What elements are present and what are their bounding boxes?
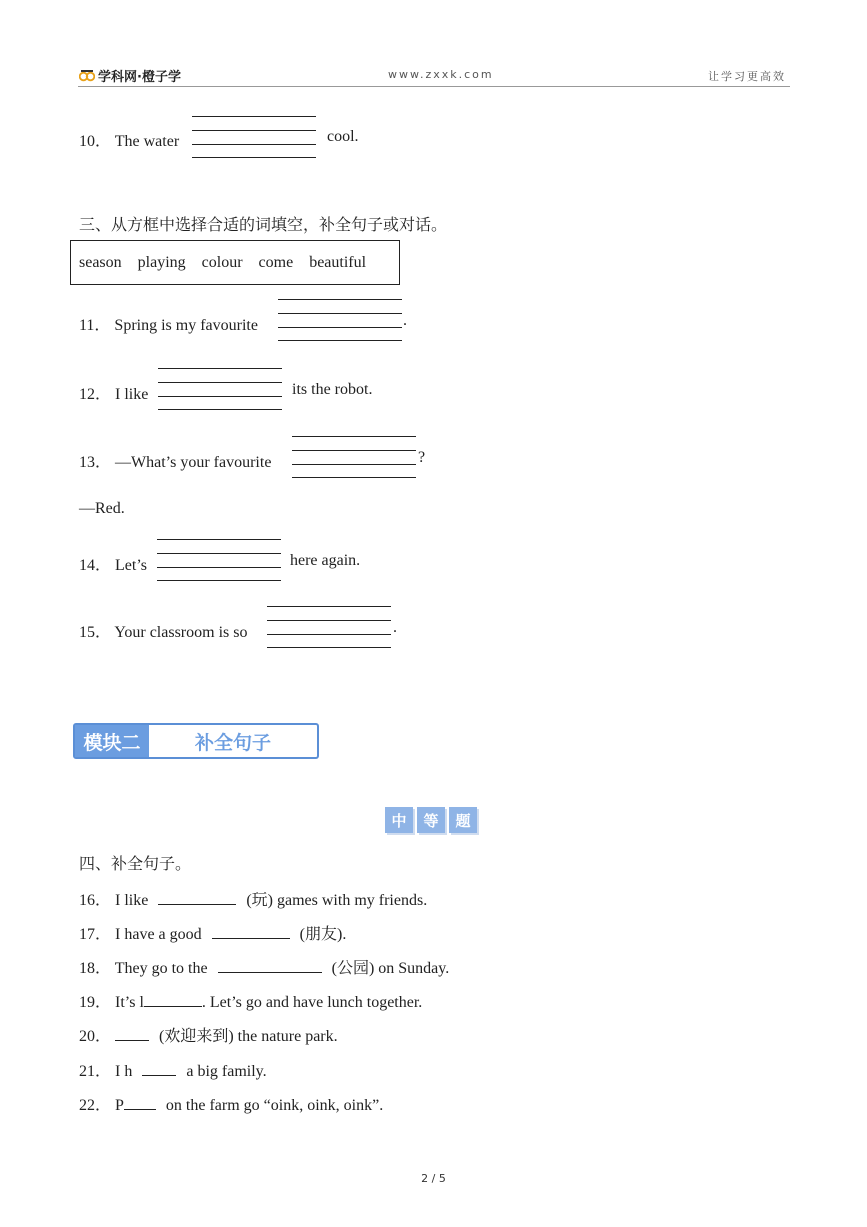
answer-blank-17[interactable] <box>212 924 290 939</box>
word-option: beautiful <box>309 253 367 271</box>
question-text: Your classroom is so <box>114 624 248 641</box>
word-option: colour <box>201 253 243 271</box>
section-4-title: 四、补全句子。 <box>79 854 192 873</box>
question-12 <box>79 381 148 404</box>
question-number: 11． <box>79 317 111 334</box>
question-21 <box>79 1058 267 1081</box>
difficulty-badge <box>385 807 477 833</box>
answer-blank-15[interactable] <box>267 606 391 648</box>
question-number: 14． <box>79 557 112 574</box>
question-19 <box>79 989 422 1012</box>
word-box <box>70 240 400 285</box>
question-text: P <box>115 1097 124 1114</box>
question-17 <box>79 921 346 944</box>
question-number: 15． <box>79 624 112 641</box>
question-text-after: here again. <box>290 552 361 569</box>
question-number: 18． <box>79 960 112 977</box>
question-text: I h <box>115 1063 133 1080</box>
word-option: season <box>79 253 122 271</box>
module-title: 补全句子 <box>194 731 271 754</box>
question-text-after: ? <box>418 449 426 466</box>
question-text-after: . <box>403 312 407 329</box>
question-15 <box>79 619 247 642</box>
question-text-after: . <box>393 619 397 636</box>
question-number: 12． <box>79 386 112 403</box>
answer-blank-19[interactable] <box>144 992 202 1007</box>
question-number: 17． <box>79 926 112 943</box>
question-text: Spring is my favourite <box>114 317 258 334</box>
question-13 <box>79 449 271 472</box>
answer-blank-22[interactable] <box>124 1095 156 1110</box>
question-number: 20． <box>79 1028 112 1045</box>
answer-blank-16[interactable] <box>158 890 236 905</box>
answer-blank-18[interactable] <box>218 958 322 973</box>
difficulty-char: 中 <box>385 807 413 833</box>
header-url: www.zxxk.com <box>388 68 494 81</box>
question-number: 10． <box>79 133 112 150</box>
word-option: playing <box>137 253 186 271</box>
question-22 <box>79 1092 383 1115</box>
question-number: 13． <box>79 454 112 471</box>
logo-icon <box>79 70 95 82</box>
question-text: Let’s <box>115 557 148 574</box>
header-slogan: 让学习更高效 <box>708 70 786 83</box>
question-number: 21． <box>79 1063 112 1080</box>
question-number: 16． <box>79 892 112 909</box>
question-text: I have a good <box>115 926 202 943</box>
question-14 <box>79 552 147 575</box>
question-10 <box>79 128 179 151</box>
section-3-title: 三、从方框中选择合适的词填空，补全句子或对话。 <box>79 215 448 234</box>
question-text-after: on the farm go “oink, oink, oink”. <box>165 1097 384 1114</box>
brand-name: 学科网·橙子学 <box>98 70 181 85</box>
difficulty-char: 等 <box>417 807 445 833</box>
answer-blank-12[interactable] <box>158 368 282 410</box>
question-text-after: (玩) games with my friends. <box>246 892 428 909</box>
question-16 <box>79 887 427 910</box>
question-11 <box>79 312 258 335</box>
question-text: —What’s your favourite <box>115 454 272 471</box>
question-text: It’s l <box>115 994 144 1011</box>
question-text: I like <box>115 892 149 909</box>
question-text-after: (欢迎来到) the nature park. <box>159 1028 338 1045</box>
question-text-after: . Let’s go and have lunch together. <box>201 994 423 1011</box>
dialogue-answer: —Red. <box>79 500 125 517</box>
question-text: The water <box>114 133 180 150</box>
question-text: They go to the <box>114 960 208 977</box>
answer-blank-13[interactable] <box>292 436 416 478</box>
question-text: I like <box>115 386 149 403</box>
question-number: 19． <box>79 994 112 1011</box>
header-divider <box>78 86 790 87</box>
question-20 <box>79 1023 338 1046</box>
question-text-after: (朋友). <box>299 926 347 943</box>
question-18 <box>79 955 449 978</box>
answer-blank-10[interactable] <box>192 116 316 158</box>
module-banner <box>73 723 319 759</box>
question-text-after: its the robot. <box>292 381 373 398</box>
question-text-after: cool. <box>327 128 359 145</box>
question-number: 22． <box>79 1097 112 1114</box>
answer-blank-21[interactable] <box>142 1061 176 1076</box>
question-text-after: (公园) on Sunday. <box>331 960 450 977</box>
answer-blank-11[interactable] <box>278 299 402 341</box>
page-number: 2 / 5 <box>421 1172 446 1185</box>
answer-blank-14[interactable] <box>157 539 281 581</box>
header-logo <box>79 66 181 85</box>
module-label: 模块二 <box>75 725 149 757</box>
difficulty-char: 题 <box>449 807 477 833</box>
question-text-after: a big family. <box>186 1063 267 1080</box>
answer-blank-20[interactable] <box>115 1026 149 1041</box>
word-option: come <box>258 253 294 271</box>
